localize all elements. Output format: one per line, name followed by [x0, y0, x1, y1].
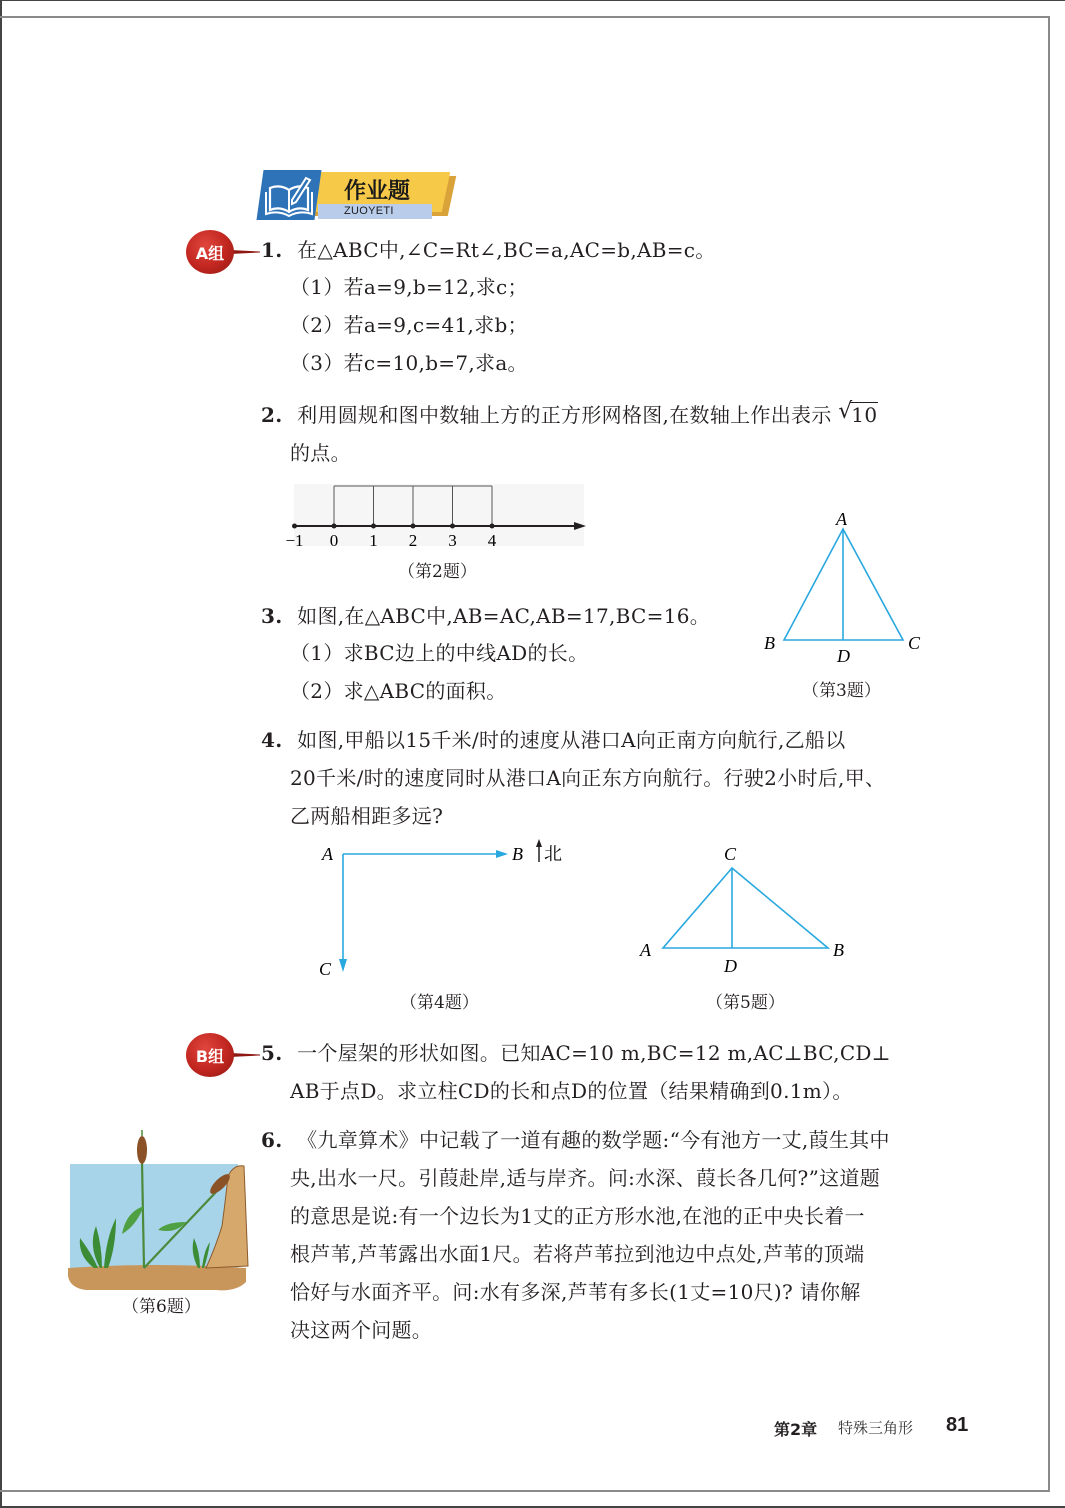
tick-label: 1	[369, 531, 378, 550]
arrow-east-icon	[496, 850, 508, 858]
question-6-line-4: 根芦苇,芦苇露出水面1尺。若将芦苇拉到池边中点处,芦苇的顶端	[290, 1242, 865, 1266]
tick-point	[411, 524, 416, 529]
number-line-figure	[285, 484, 590, 554]
label-d: D	[837, 646, 850, 666]
navigation-figure-4	[310, 838, 580, 983]
question-3	[261, 606, 710, 626]
tick-label: 2	[408, 531, 418, 550]
question-1-part-3: （3）若c=10,b=7,求a。	[290, 351, 528, 375]
question-4	[261, 730, 846, 750]
header-title: 作业题	[344, 179, 411, 204]
triangle-abc	[663, 868, 828, 948]
question-line-1: 如图,甲船以15千米/时的速度从港口A向正南方向航行,乙船以	[297, 728, 846, 752]
question-number: 4.	[261, 728, 283, 752]
question-3-part-2: （2）求△ABC的面积。	[290, 679, 507, 703]
label-a: A	[640, 940, 651, 960]
question-4-line-2: 20千米/时的速度同时从港口A向正东方向航行。行驶2小时后,甲、	[290, 766, 886, 790]
badge-pointer-icon	[230, 1053, 260, 1057]
tick-label: 4	[487, 531, 497, 550]
north-arrow-icon	[536, 839, 542, 847]
question-6-line-2: 央,出水一尺。引葭赴岸,适与岸齐。问:水深、葭长各几何?”这道题	[290, 1166, 880, 1190]
page-trim-right	[1048, 16, 1050, 1492]
sqrt-expression	[838, 399, 878, 427]
sqrt-radicand: 10	[851, 403, 878, 427]
reed-head-upright	[137, 1136, 147, 1164]
triangle-figure-3	[760, 505, 930, 670]
tick-label: 3	[448, 531, 457, 550]
figure-2-caption: （第2题）	[398, 562, 477, 582]
question-stem: 利用圆规和图中数轴上方的正方形网格图,在数轴上作出表示	[297, 403, 832, 427]
label-d: D	[724, 956, 737, 976]
tick-point	[490, 524, 495, 529]
group-b-label: B组	[186, 1033, 234, 1077]
pond-reed-illustration	[66, 1126, 256, 1291]
homework-header	[260, 170, 450, 222]
roof-truss-figure-5	[630, 838, 860, 983]
badge-pointer-icon	[230, 250, 260, 254]
question-line-1: 《九章算术》中记载了一道有趣的数学题:“今有池方一丈,葭生其中	[297, 1128, 890, 1152]
group-b-badge	[186, 1033, 266, 1077]
footer-chapter-title: 特殊三角形	[838, 1419, 914, 1437]
pond-bottom-soil	[68, 1265, 246, 1290]
page-trim-top	[0, 16, 1050, 18]
question-6-line-6: 决这两个问题。	[290, 1318, 433, 1342]
figure-6-caption: （第6题）	[122, 1297, 201, 1317]
question-6	[261, 1130, 890, 1150]
page-frame-left	[0, 0, 2, 1508]
label-b: B	[833, 940, 844, 960]
label-b: B	[512, 844, 523, 864]
question-5-line-2: AB于点D。求立柱CD的长和点D的位置（结果精确到0.1m）。	[290, 1079, 853, 1103]
open-book-pencil-icon	[260, 170, 318, 220]
question-6-line-3: 的意思是说:有一个边长为1丈的正方形水池,在池的正中央长着一	[290, 1204, 865, 1228]
figure-3-caption: （第3题）	[802, 681, 881, 701]
question-6-line-5: 恰好与水面齐平。问:水有多深,芦苇有多长(1丈=10尺)? 请你解	[290, 1280, 861, 1304]
question-line-1: 一个屋架的形状如图。已知AC=10 m,BC=12 m,AC⊥BC,CD⊥	[297, 1041, 891, 1065]
label-c: C	[319, 959, 332, 979]
question-1-part-2: （2）若a=9,c=41,求b；	[290, 313, 528, 337]
question-number: 5.	[261, 1041, 283, 1065]
tick-point	[292, 524, 297, 529]
sqrt-sign-icon: √	[838, 399, 853, 424]
label-c: C	[724, 844, 737, 864]
tick-point	[371, 524, 376, 529]
question-number: 6.	[261, 1128, 283, 1152]
group-a-label: A组	[186, 230, 234, 274]
label-a: A	[322, 844, 333, 864]
label-a: A	[836, 509, 847, 529]
group-a-badge	[186, 230, 266, 274]
question-stem: 在△ABC中,∠C=Rt∠,BC=a,AC=b,AB=c。	[297, 238, 716, 262]
question-5	[261, 1043, 891, 1063]
footer-chapter-number: 第2章	[774, 1420, 818, 1439]
question-4-line-3: 乙两船相距多远?	[290, 804, 444, 828]
label-c: C	[908, 633, 921, 653]
header-icon-box	[256, 170, 321, 220]
question-stem: 如图,在△ABC中,AB=AC,AB=17,BC=16。	[297, 604, 711, 628]
question-1-part-1: （1）若a=9,b=12,求c；	[290, 275, 528, 299]
tick-point	[332, 524, 337, 529]
page-frame-top	[0, 0, 1065, 1]
tick-label: −1	[285, 531, 304, 550]
question-1	[261, 240, 716, 260]
figure-4-caption: （第4题）	[400, 993, 479, 1013]
tick-point	[450, 524, 455, 529]
question-2	[261, 399, 878, 427]
arrow-south-icon	[339, 959, 347, 972]
north-label: 北	[544, 844, 562, 865]
question-number: 1.	[261, 238, 283, 262]
page-number: 81	[946, 1414, 969, 1436]
question-2-line-2: 的点。	[290, 441, 351, 465]
header-subtitle: ZUOYETI	[344, 205, 394, 217]
tick-label: 0	[329, 531, 339, 550]
question-number: 3.	[261, 604, 283, 628]
figure-5-caption: （第5题）	[706, 993, 785, 1013]
label-b: B	[764, 633, 775, 653]
page-trim-bottom	[0, 1490, 1050, 1492]
question-3-part-1: （1）求BC边上的中线AD的长。	[290, 641, 589, 665]
question-number: 2.	[261, 403, 283, 427]
